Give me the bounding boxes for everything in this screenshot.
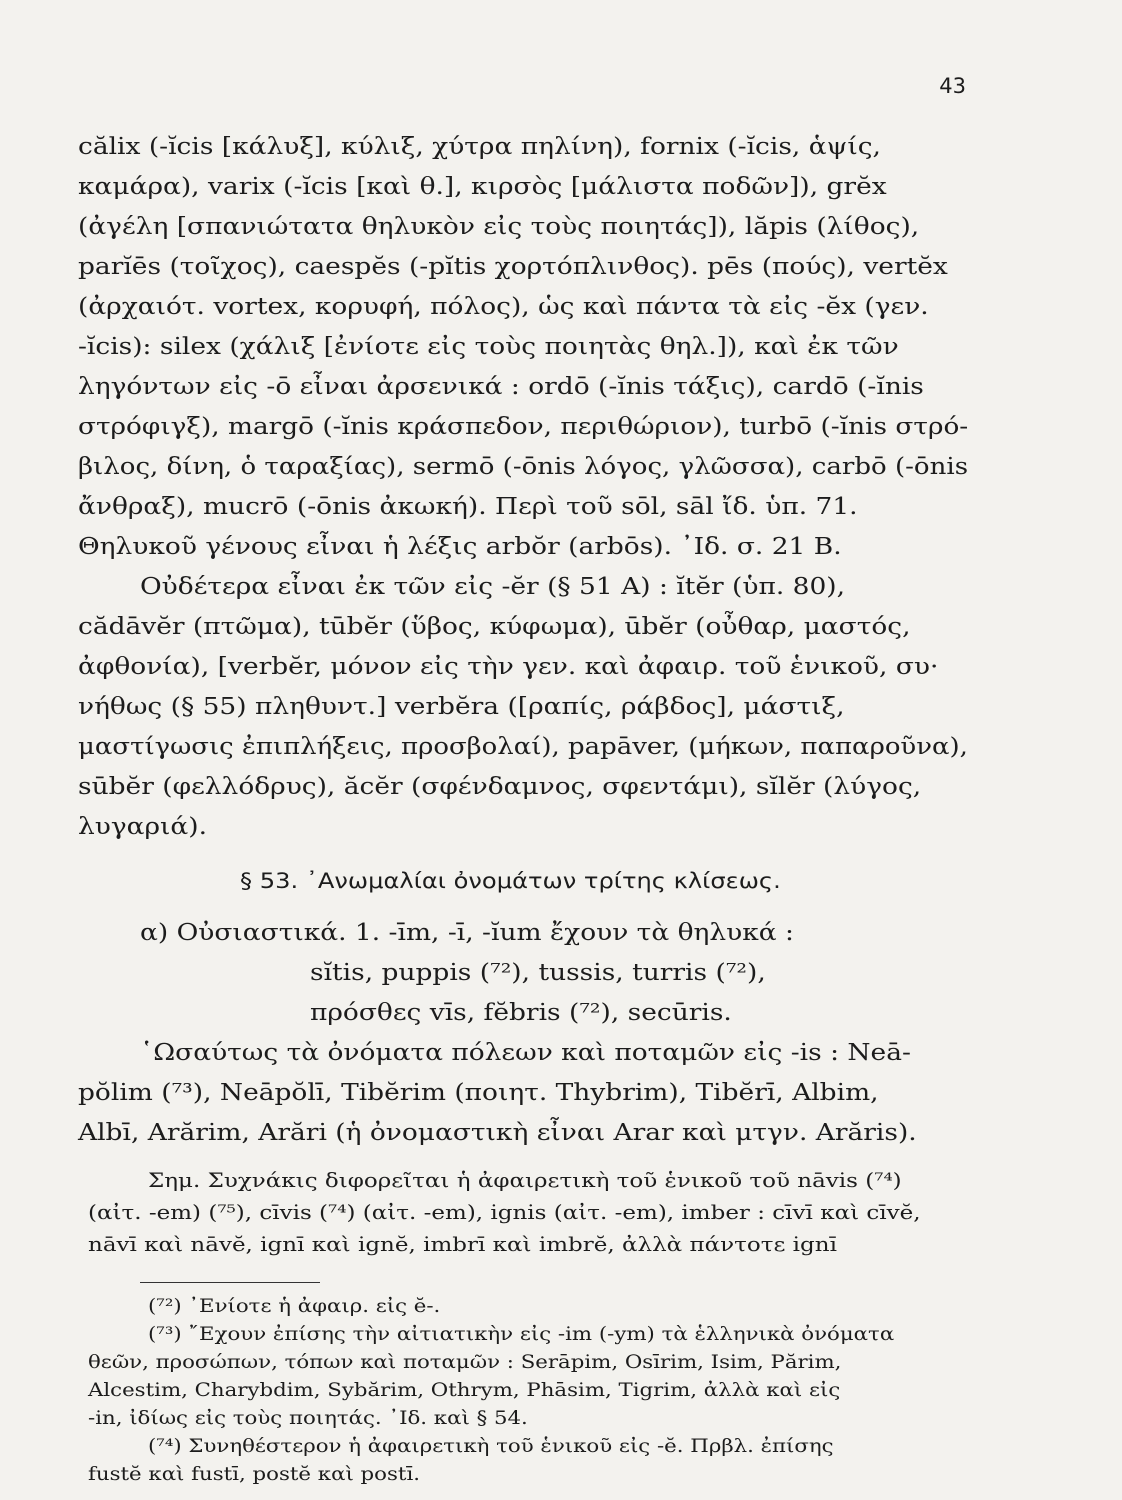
text-line: βιλος, δίνη, ὁ ταραξίας), sermō (-ōnis λόγος, γλῶσσα), carbō (-ōnis xyxy=(78,454,969,480)
text-line: ληγόντων εἰς -ō εἶναι ἀρσενικά : ordō (-ĭnis τάξις), cardō (-ĭnis xyxy=(78,374,924,400)
text-line: sūbĕr (φελλόδρυς), ăcĕr (σφένδαμνος, σφεντάμι), sĭlĕr (λύγος, xyxy=(78,774,922,800)
page-number: 43 xyxy=(939,74,966,98)
text-line: μαστίγωσις ἐπιπλήξεις, προσβολαί), papāver, (μήκων, παπαροῦνα), xyxy=(78,734,968,760)
footnote-line: fustĕ καὶ fustī, postĕ καὶ postī. xyxy=(88,1464,421,1485)
text-line: Θηλυκοῦ γένους εἶναι ἡ λέξις arbŏr (arbōs). ᾿Ιδ. σ. 21 Β. xyxy=(78,534,842,560)
text-line: parĭēs (τοῖχος), caespĕs (-pĭtis χορτόπλινθος). pēs (πούς), vertĕx xyxy=(78,254,948,280)
text-line: ἀφθονία), [verbĕr, μόνον εἰς τὴν γεν. καὶ ἀφαιρ. τοῦ ἑνικοῦ, συ· xyxy=(78,654,939,680)
text-line: ἄνθραξ), mucrō (-ōnis ἀκωκή). Περὶ τοῦ sōl, sāl ἴδ. ὑπ. 71. xyxy=(78,494,858,520)
text-line: (ἀγέλη [σπανιώτατα θηλυκὸν εἰς τοὺς ποιητάς]), lăpis (λίθος), xyxy=(78,214,920,240)
text-line: (ἀρχαιότ. vortex, κορυφή, πόλος), ὡς καὶ πάντα τὰ εἰς -ĕx (γεν. xyxy=(78,294,929,320)
text-line: α) Οὐσιαστικά. 1. -īm, -ī, -ĭum ἔχουν τὰ θηλυκά : xyxy=(140,920,794,946)
footnote-line: θεῶν, προσώπων, τόπων καὶ ποταμῶν : Serāpim, Osīrim, Isim, Părim, xyxy=(88,1352,842,1373)
section-heading: § 53. ᾿Ανωμαλίαι ὀνομάτων τρίτης κλίσεως. xyxy=(240,869,781,893)
footnote-divider xyxy=(140,1282,320,1283)
note-line: Σημ. Συχνάκις διφορεῖται ἡ ἀφαιρετικὴ τοῦ ἑνικοῦ τοῦ nāvis (⁷⁴) xyxy=(148,1168,902,1192)
text-line: πρόσθες vīs, fĕbris (⁷²), secūris. xyxy=(310,1000,732,1026)
text-line: καμάρα), varix (-ĭcis [καὶ θ.], κιρσὸς [μάλιστα ποδῶν]), grĕx xyxy=(78,174,887,200)
text-line: călix (-ĭcis [κάλυξ], κύλιξ, χύτρα πηλίνη), fornix (-ĭcis, ἁψίς, xyxy=(78,134,881,160)
text-line: sĭtis, puppis (⁷²), tussis, turris (⁷²), xyxy=(310,960,766,986)
text-line: Οὐδέτερα εἶναι ἐκ τῶν εἰς -ĕr (§ 51 Α) : ĭtĕr (ὑπ. 80), xyxy=(140,574,846,600)
text-line: νήθως (§ 55) πληθυντ.] verbĕra ([ραπίς, ράβδος], μάστιξ, xyxy=(78,694,845,720)
text-line: στρόφιγξ), margō (-ĭnis κράσπεδον, περιθώριον), turbō (-ĭnis στρό- xyxy=(78,414,969,440)
text-line: -ĭcis): silex (χάλιξ [ἐνίοτε εἰς τοὺς ποιητὰς θηλ.]), καὶ ἐκ τῶν xyxy=(78,334,899,360)
text-line: cădāvĕr (πτῶμα), tūbĕr (ὕβος, κύφωμα), ūbĕr (οὖθαρ, μαστός, xyxy=(78,614,911,640)
text-line: λυγαριά). xyxy=(78,814,208,840)
footnote-line: -in, ἰδίως εἰς τοὺς ποιητάς. ᾿Ιδ. καὶ § 54. xyxy=(88,1408,528,1429)
footnote-line: Alcestim, Charybdim, Sybărim, Othrym, Phāsim, Tigrim, ἀλλὰ καὶ εἰς xyxy=(88,1380,841,1401)
footnote-line: (⁷⁴) Συνηθέστερον ἡ ἀφαιρετικὴ τοῦ ἑνικοῦ εἰς -ĕ. Πρβλ. ἐπίσης xyxy=(148,1436,834,1457)
text-line: Albī, Arărim, Arări (ἡ ὀνομαστικὴ εἶναι Arar καὶ μτγν. Arăris). xyxy=(78,1120,917,1146)
text-line: ῾Ωσαύτως τὰ ὀνόματα πόλεων καὶ ποταμῶν εἰς -is : Neā- xyxy=(140,1040,911,1066)
note-line: nāvī καὶ nāvĕ, ignī καὶ ignĕ, imbrī καὶ imbrĕ, ἀλλὰ πάντοτε ignī xyxy=(88,1232,837,1256)
footnote-line: (⁷²) ᾿Ενίοτε ἡ ἀφαιρ. εἰς ĕ-. xyxy=(148,1296,441,1317)
text-line: pŏlim (⁷³), Neāpŏlī, Tibĕrim (ποιητ. Thybrim), Tibĕrī, Albim, xyxy=(78,1080,879,1106)
footnote-line: (⁷³) ῎Εχουν ἐπίσης τὴν αἰτιατικὴν εἰς -im (-ym) τὰ ἑλληνικὰ ὀνόματα xyxy=(148,1324,895,1345)
note-line: (αἰτ. -em) (⁷⁵), cīvis (⁷⁴) (αἰτ. -em), ignis (αἰτ. -em), imber : cīvī καὶ cīvĕ, xyxy=(88,1200,921,1224)
